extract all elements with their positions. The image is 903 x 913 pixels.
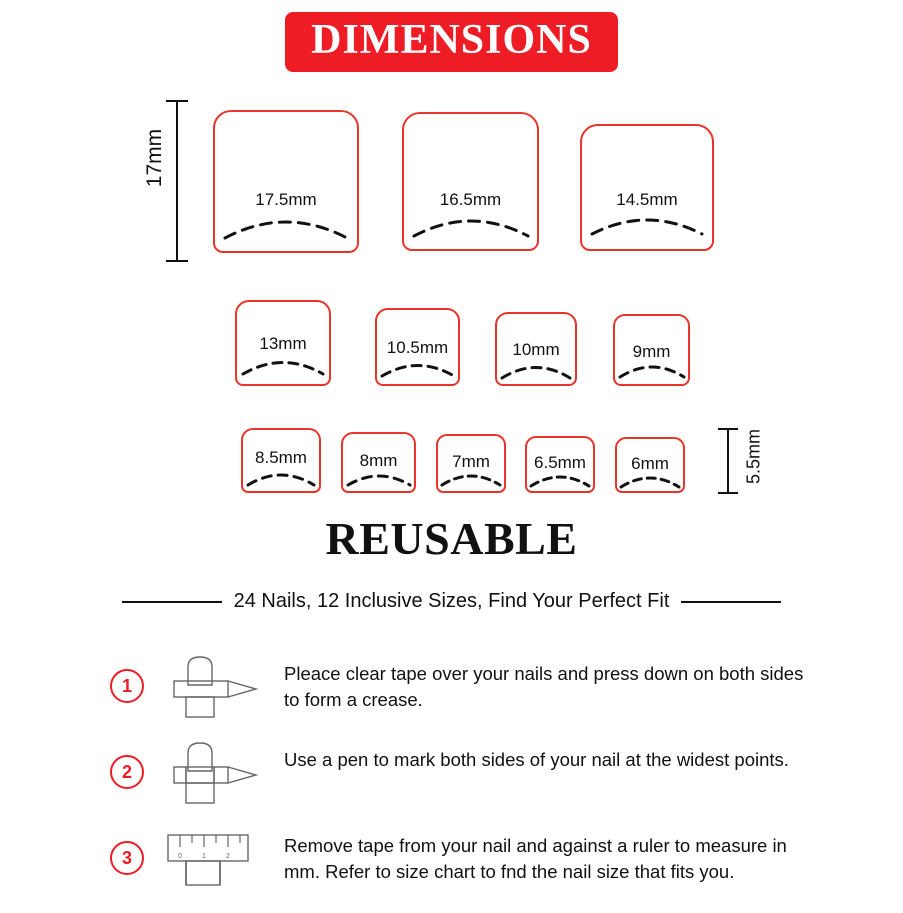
step-illustration-ruler — [156, 827, 266, 891]
reusable-heading: REUSABLE — [325, 513, 578, 564]
nail-smile-line — [618, 470, 682, 490]
step-text: Remove tape from your nail and against a ruler to measure in mm. Refer to size chart to fnd the nail size that fits you. — [284, 835, 787, 882]
step-text: Pleace clear tape over your nails and press down on both sides to form a crease. — [284, 663, 804, 710]
nail-size-6-5mm — [525, 436, 595, 493]
tagline-rule-right — [681, 601, 781, 603]
page-title: DIMENSIONS — [311, 17, 592, 63]
nail-label: 14.5mm — [616, 190, 678, 209]
tagline-rule-left — [122, 601, 222, 603]
tagline-text: 24 Nails, 12 Inclusive Sizes, Find Your Perfect Fit — [233, 590, 670, 612]
nail-smile-line — [528, 469, 592, 489]
nail-label: 6.5mm — [534, 453, 586, 472]
title-banner — [0, 12, 903, 72]
svg-text:2: 2 — [226, 853, 230, 860]
nail-label: 10.5mm — [386, 338, 449, 357]
svg-text:1: 1 — [202, 853, 206, 860]
nail-size-17-5mm — [213, 110, 359, 253]
nail-size-6mm — [615, 437, 685, 493]
nail-smile-line — [410, 208, 532, 240]
nail-smile-line — [345, 468, 413, 488]
step-number-badge: 2 — [110, 755, 144, 789]
height-indicator-5-5mm — [713, 428, 773, 494]
indicator-cap-bottom — [166, 260, 188, 262]
indicator-bar — [176, 100, 178, 262]
nail-size-8-5mm — [241, 428, 321, 493]
nail-size-7mm — [436, 434, 506, 493]
nail-size-16-5mm — [402, 112, 539, 251]
nail-smile-line — [588, 208, 706, 238]
nail-size-10mm — [495, 312, 577, 386]
nail-size-10-5mm — [375, 308, 460, 386]
nail-label: 13mm — [259, 334, 307, 353]
nail-smile-line — [245, 466, 317, 488]
indicator-small-bar — [727, 428, 729, 494]
nail-smile-line — [499, 358, 573, 382]
step-number-badge: 1 — [110, 669, 144, 703]
nail-label: 17.5mm — [255, 190, 317, 209]
nail-label: 16.5mm — [439, 190, 502, 209]
nail-smile-line — [240, 352, 326, 378]
height-indicator-label: 17mm — [143, 128, 166, 188]
nail-smile-line — [379, 356, 457, 380]
step-item — [110, 827, 810, 891]
nail-label: 8mm — [359, 451, 398, 470]
tagline-row — [0, 590, 903, 613]
step-item — [110, 741, 810, 805]
nail-size-13mm — [235, 300, 331, 386]
nail-label: 9mm — [632, 342, 671, 361]
nail-label: 8.5mm — [255, 448, 307, 467]
step-item — [110, 655, 810, 719]
instruction-steps — [110, 655, 810, 913]
nail-size-9mm — [613, 314, 690, 386]
step-number-badge: 3 — [110, 841, 144, 875]
step-illustration-tape-on-nail — [156, 655, 266, 719]
nail-size-8mm — [341, 432, 416, 493]
nail-label: 6mm — [631, 454, 669, 473]
step-illustration-mark-sides — [156, 741, 266, 805]
nail-label: 7mm — [452, 452, 490, 471]
nail-smile-line — [221, 208, 351, 242]
nail-smile-line — [617, 358, 687, 380]
height-indicator-small-label: 5.5mm — [743, 429, 764, 485]
title-banner-box — [285, 12, 618, 72]
nail-size-14-5mm — [580, 124, 714, 251]
svg-text:0: 0 — [178, 853, 182, 860]
nail-smile-line — [439, 468, 503, 488]
nail-label: 10mm — [512, 340, 560, 359]
indicator-small-cap-bottom — [718, 492, 738, 494]
height-indicator-17mm — [140, 100, 200, 262]
step-text: Use a pen to mark both sides of your nail at the widest points. — [284, 749, 789, 770]
